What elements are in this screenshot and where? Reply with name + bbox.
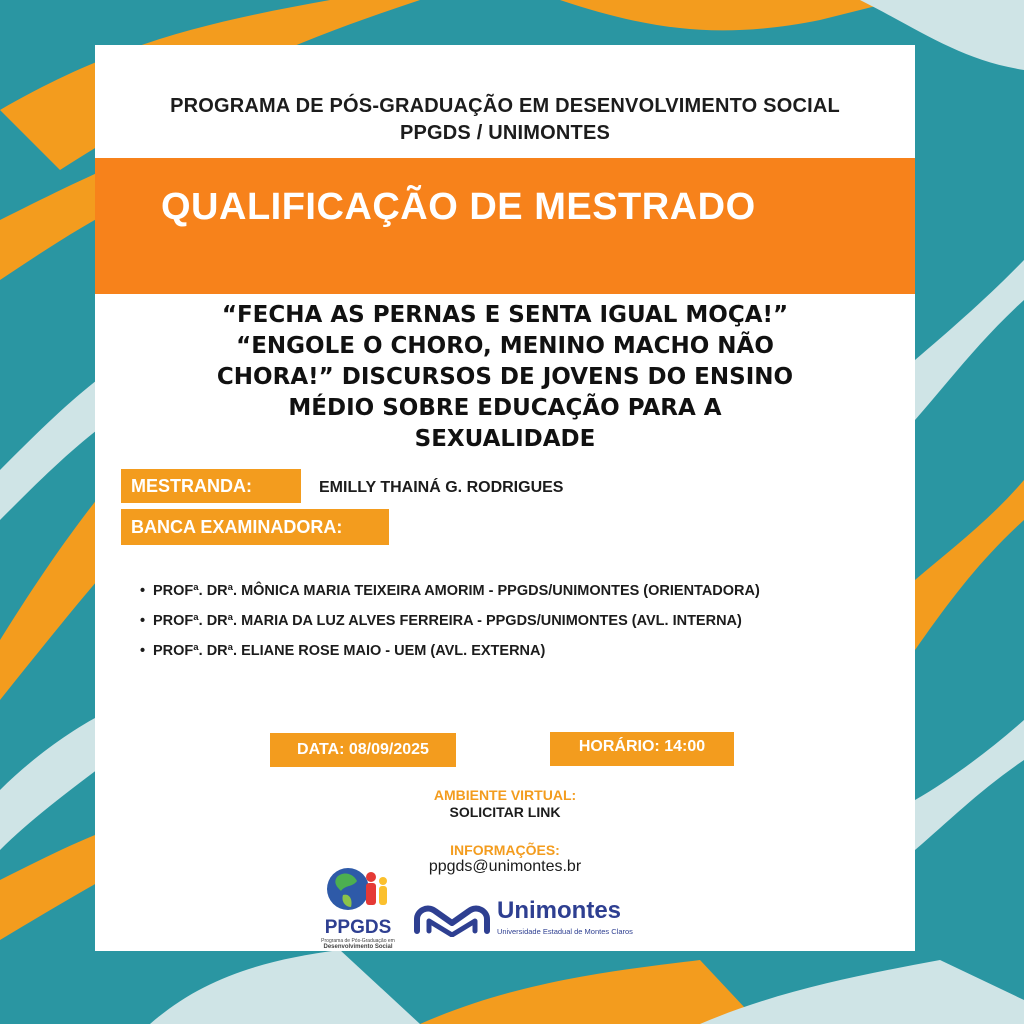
ppgds-logo-name: PPGDS xyxy=(324,917,392,938)
student-name: EMILLY THAINÁ G. RODRIGUES xyxy=(319,479,564,496)
ppgds-logo-subtitle: Programa de Pós-Graduação em xyxy=(321,938,395,944)
virtual-value: SOLICITAR LINK xyxy=(449,804,561,820)
unimontes-logo-subtitle: Universidade Estadual de Montes Claros xyxy=(497,927,633,936)
banner-title: QUALIFICAÇÃO DE MESTRADO xyxy=(161,186,756,228)
title-banner xyxy=(95,158,915,294)
committee-member: • PROFª. DRª. MÔNICA MARIA TEIXEIRA AMORIM - PPGDS/UNIMONTES (ORIENTADORA) xyxy=(140,583,760,599)
info-label: INFORMAÇÕES: xyxy=(450,842,560,858)
committee-member: • PROFª. DRª. MARIA DA LUZ ALVES FERREIRA - PPGDS/UNIMONTES (AVL. INTERNA) xyxy=(140,613,742,629)
ppgds-emblem-icon xyxy=(313,865,403,913)
thesis-line: SEXUALIDADE xyxy=(414,426,596,452)
unimontes-emblem-icon xyxy=(411,901,493,937)
committee-member: • PROFª. DRª. ELIANE ROSE MAIO - UEM (AVL. EXTERNA) xyxy=(140,643,546,659)
thesis-line: CHORA!” DISCURSOS DE JOVENS DO ENSINO xyxy=(216,364,794,390)
thesis-line: “FECHA AS PERNAS E SENTA IGUAL MOÇA!” xyxy=(221,302,789,328)
thesis-line: “ENGOLE O CHORO, MENINO MACHO NÃO xyxy=(236,333,774,359)
info-email[interactable]: ppgds@unimontes.br xyxy=(428,858,582,875)
student-label: MESTRANDA: xyxy=(121,469,301,503)
program-title: PROGRAMA DE PÓS-GRADUAÇÃO EM DESENVOLVIMENTO SOCIAL xyxy=(170,95,840,117)
thesis-title xyxy=(180,300,830,455)
committee-label: BANCA EXAMINADORA: xyxy=(121,509,389,545)
unimontes-logo xyxy=(411,897,641,943)
virtual-label: AMBIENTE VIRTUAL: xyxy=(433,787,577,803)
ppgds-logo xyxy=(313,865,403,950)
thesis-line: MÉDIO SOBRE EDUCAÇÃO PARA A xyxy=(288,395,722,421)
program-acronym: PPGDS / UNIMONTES xyxy=(399,122,611,144)
time-badge: HORÁRIO: 14:00 xyxy=(550,732,734,766)
date-badge: DATA: 08/09/2025 xyxy=(270,733,456,767)
ppgds-logo-subtitle: Desenvolvimento Social xyxy=(323,944,393,950)
unimontes-logo-name: Unimontes xyxy=(497,897,622,924)
